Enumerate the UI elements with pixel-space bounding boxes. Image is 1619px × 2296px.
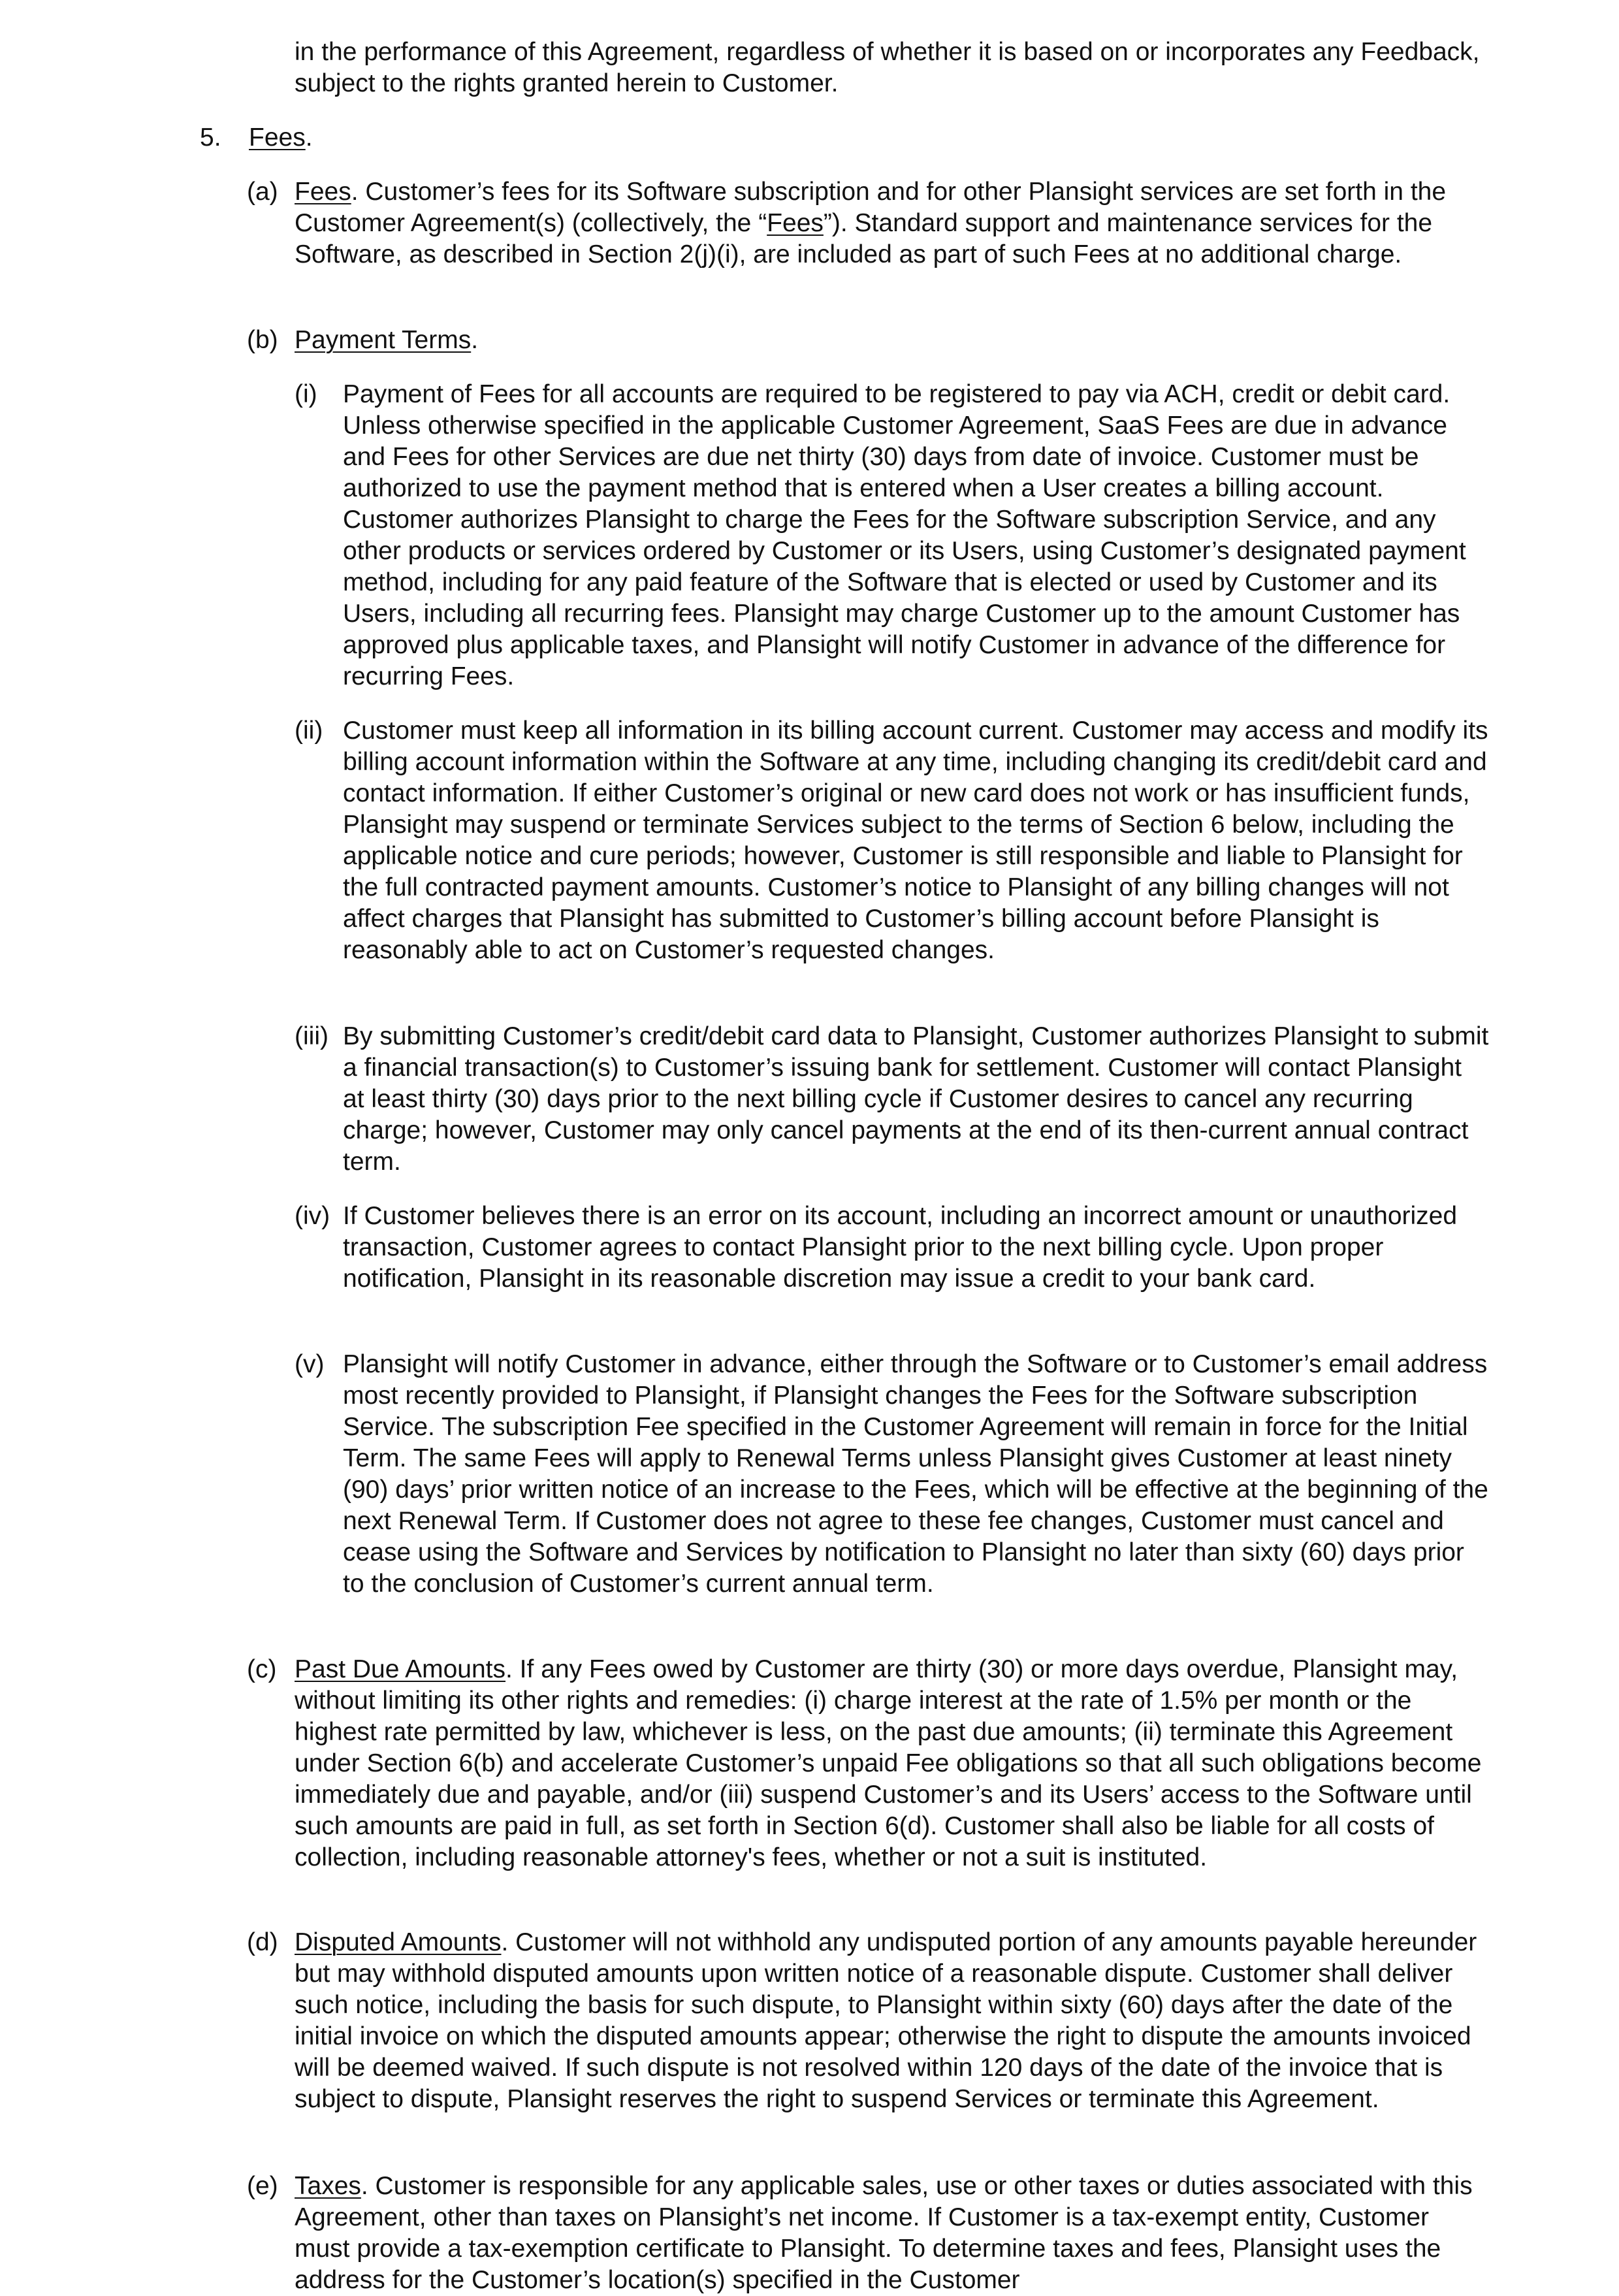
clause-e-label: (e) — [247, 2172, 278, 2200]
subclause-ii-label: (ii) — [295, 717, 323, 745]
subclause-iii-label: (iii) — [295, 1022, 329, 1050]
clause-d-label: (d) — [247, 1928, 278, 1956]
clause-e-text: . Customer is responsible for any applicable sales, use or other taxes or duties associated with this Agreement, other than taxes on Plansight’s net income. If Customer is a tax-exempt entity, Customer must provide a tax-exemption certificate to Plansight. To determine taxes and fees, Plansight uses the address for the Customer’s location(s) specified in the Customer — [295, 2172, 1473, 2294]
clause-d-paragraph — [295, 1927, 1490, 2115]
clause-c-paragraph — [295, 1654, 1490, 1873]
clause-a-paragraph — [295, 176, 1490, 270]
section-heading — [249, 122, 313, 154]
clause-b-heading-period: . — [471, 326, 479, 354]
subclause-v-text: Plansight will notify Customer in advance, either through the Software or to Customer’s email address most recently provided to Plansight, if Plansight changes the Fees for the Software subscription Service. The subscription Fee specified in the Customer Agreement will remain in force for the Initial Term. The same Fees will apply to Renewal Terms unless Plansight gives Customer at least ninety (90) days’ prior written notice of an increase to the Fees, which will be effective at the beginning of the next Renewal Term. If Customer does not agree to these fee changes, Customer must cancel and cease using the Software and Services by notification to Plansight no later than sixty (60) days prior to the conclusion of Customer’s current annual term. — [343, 1350, 1488, 1598]
subclause-i-text: Payment of Fees for all accounts are required to be registered to pay via ACH, credit or debit card. Unless otherwise specified in the applicable Customer Agreement, SaaS Fees are due in advance and Fees for other Services are due net thirty (30) days from date of invoice. Customer must be authorized to use the payment method that is entered when a User creates a billing account. Customer authorizes Plansight to charge the Fees for the Software subscription Service, and any other products or services ordered by Customer or its Users, using Customer’s designated payment method, including for any paid feature of the Software that is elected or used by Customer and its Users, including all recurring fees. Plansight may charge Customer up to the amount Customer has approved plus applicable taxes, and Plansight will notify Customer in advance of the difference for recurring Fees. — [343, 380, 1466, 690]
subclause-v-label: (v) — [295, 1350, 325, 1378]
clause-c-label: (c) — [247, 1655, 277, 1683]
clause-a-text-2: ”). Standard support and maintenance services for the Software, as described in Section 2(j)(i), are included as part of such Fees at no additional charge. — [295, 209, 1433, 268]
section-heading-text: Fees — [249, 123, 306, 152]
section-number: 5. — [200, 123, 221, 152]
clause-b-heading — [295, 325, 478, 356]
clause-b-label: (b) — [247, 326, 278, 354]
clause-e-heading: Taxes — [295, 2172, 361, 2200]
subclause-i-label: (i) — [295, 380, 317, 408]
clause-d-text: . Customer will not withhold any undisputed portion of any amounts payable hereunder but may withhold disputed amounts upon written notice of a reasonable dispute. Customer shall deliver such notice, including the basis for such dispute, to Plansight within sixty (60) days after the date of the initial invoice on which the disputed amounts appear; otherwise the right to dispute the amounts invoiced will be deemed waived. If such dispute is not resolved within 120 days of the date of the invoice that is subject to dispute, Plansight reserves the right to suspend Services or terminate this Agreement. — [295, 1928, 1477, 2113]
clause-a-heading: Fees — [295, 178, 351, 206]
clause-d-heading: Disputed Amounts — [295, 1928, 502, 1956]
clause-a-label: (a) — [247, 178, 278, 206]
clause-c-text: . If any Fees owed by Customer are thirty (30) or more days overdue, Plansight may, without limiting its other rights and remedies: (i) charge interest at the rate of 1.5% per month or the highest rate permitted by law, whichever is less, on the past due amounts; (ii) terminate this Agreement under Section 6(b) and accelerate Customer’s unpaid Fee obligations so that all such obligations become immediately due and payable, and/or (iii) suspend Customer’s and its Users’ access to the Software until such amounts are paid in full, as set forth in Section 6(d). Customer shall also be liable for all costs of collection, including reasonable attorney's fees, whether or not a suit is instituted. — [295, 1655, 1482, 1871]
subclause-ii-text: Customer must keep all information in its billing account current. Customer may access and modify its billing account information within the Software at any time, including changing its credit/debit card and contact information. If either Customer’s original or new card does not work or has insufficient funds, Plansight may suspend or terminate Services subject to the terms of Section 6 below, including the applicable notice and cure periods; however, Customer is still responsible and liable to Plansight for the full contracted payment amounts. Customer’s notice to Plansight of any billing changes will not affect charges that Plansight has submitted to Customer’s billing account before Plansight is reasonably able to act on Customer’s requested changes. — [343, 717, 1488, 964]
clause-e-paragraph — [295, 2171, 1490, 2296]
clause-c-heading: Past Due Amounts — [295, 1655, 506, 1683]
subclause-iv-label: (iv) — [295, 1202, 330, 1230]
clause-a-defined-term: Fees — [767, 209, 824, 237]
clause-b-heading-text: Payment Terms — [295, 326, 472, 354]
section-heading-period: . — [305, 123, 313, 152]
intro-paragraph: in the performance of this Agreement, regardless of whether it is based on or incorporates any Feedback, subject to the rights granted herein to Customer. — [295, 38, 1480, 97]
subclause-iv-text: If Customer believes there is an error on its account, including an incorrect amount or unauthorized transaction, Customer agrees to contact Plansight prior to the next billing cycle. Upon proper notification, Plansight in its reasonable discretion may issue a credit to your bank card. — [343, 1202, 1458, 1293]
clause-a-text-1: . Customer’s fees for its Software subscription and for other Plansight services are set forth in the Customer Agreement(s) (collectively, the “ — [295, 178, 1447, 237]
subclause-iii-text: By submitting Customer’s credit/debit card data to Plansight, Customer authorizes Plansight to submit a financial transaction(s) to Customer’s issuing bank for settlement. Customer will contact Plansight at least thirty (30) days prior to the next billing cycle if Customer desires to cancel any recurring charge; however, Customer may only cancel payments at the end of its then-current annual contract term. — [343, 1022, 1489, 1176]
